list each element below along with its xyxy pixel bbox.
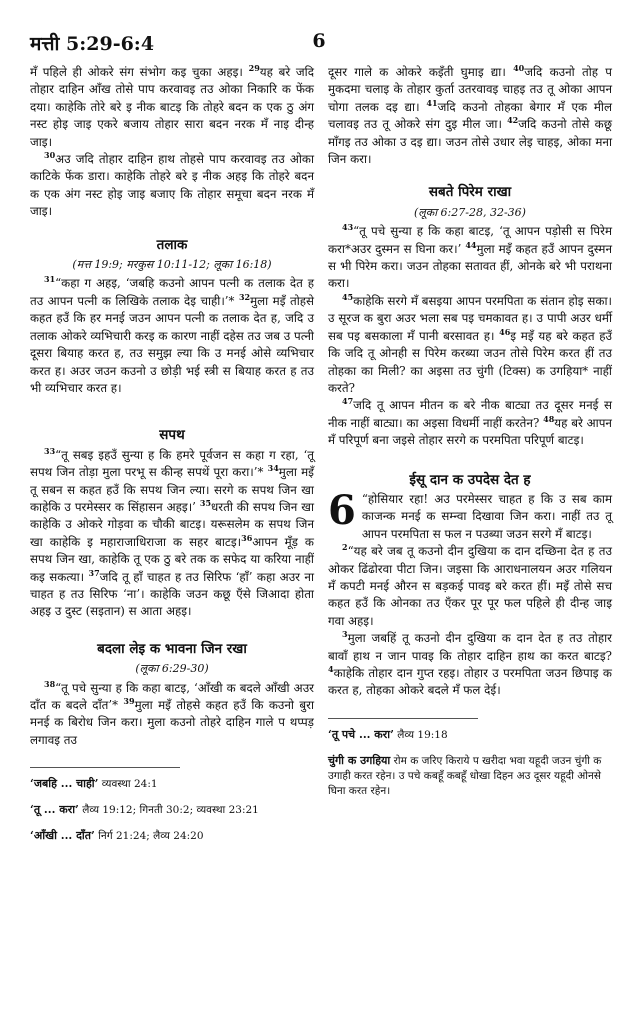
cross-reference: (मत्त 19:9; मरकुस 10:11-12; लूका 16:18) — [72, 258, 272, 272]
page-number: 6 — [312, 30, 326, 52]
footnote: ‘तू पचे ... करा’ लैव्य 19:18 — [328, 727, 448, 741]
paragraph: $^{47}$जदि तू आपन मीतन क बरे नीक बाट्या तउ दूसर मनई स नीक नाहीं बाट्या। का अइसा विधर्मी नाहीं करतेन? $^{48}$यह बरे आपन मँ परिपूर्ण बना जइसे तोहार सरगे क परमपिता परिपूर्ण बाटइ। — [328, 396, 612, 448]
paragraph: $^{45}$काहेकि सरगे मँ बसइया आपन परमपिता क संतान होइ सका। उ सूरज क बुरा अउर भला सब पइ चमकावत ह। उ पापी अउर धर्मी सब पइ बसकाला मँ पानी बरसावत ह। $^{46}$इ मइँ यह बरे कहत हउँ कि जदि तू ओनही स पिरेम करब्या जउन तोसे पिरेम करत हीं तउ तोहका का मिली? का अइसा तउ चुंगी (टिक्स) क उगहिया* नाहीं करते? — [328, 291, 612, 395]
right-column — [328, 64, 612, 809]
paragraph: $^{31}$“कहा ग अहइ, ‘जबहि कउनो आपन पत्नी क तलाक देत ह तउ आपन पत्नी क लिखिके तलाक देइ चाही।’* $^{32}$मुला मइँ तोहसे कहत हउँ कि हर मनई जउन आपन पत्नी क तलाक देत ह, जदि उ तलाक ओकरे व्यभिचारी करइ क कारण नाहीं दहेस तउ जब उ पत्नी दूसरा बियाह करत ह, तउ समुझ ल्या कि उ मनई ओसे व्यभिचार करत ह। अउर जउन कउनो उ छोड़ी भई स्त्री स बियाह करत ह तउ भी व्यभिचार करत ह। — [30, 274, 314, 395]
verse-number: 36 — [241, 532, 253, 543]
verse-number: 34 — [267, 463, 279, 474]
verse-number: 4 — [328, 664, 334, 675]
section-heading: ईसू दान क उपदेस देत ह — [409, 471, 531, 488]
verse-number: 40 — [513, 63, 525, 74]
paragraph: मँ पहिले ही ओकरे संग संभोग कइ चुका अहइ। $^{29}$यह बरे जदि तोहार दाहिन आँख तोसे पाप करवावइ तउ ओका निकारि क फेंक दया। काहेकि तोरे बरे इ नीक बाटइ कि तोहरे बदन क एक ठु अंग नस्ट होइ जाइ एकरे बजाय तोहार सारा बदन नरक मँ नाइ दीन्ह जाइ। — [30, 63, 314, 149]
cross-reference: (लूका 6:29-30) — [135, 662, 209, 676]
section-heading: बदला लेइ क भावना जिन रखा — [97, 640, 247, 657]
verse-number: 43 — [342, 222, 354, 233]
verse-number: 47 — [342, 396, 354, 407]
verse-number: 42 — [507, 115, 519, 126]
paragraph: $^{43}$“तू पचे सुन्या ह कि कहा बाटइ, ‘तू आपन पड़ोसी स पिरेम करा*अउर दुस्मन स घिना कर।’ $^{44}$मुला मइँ कहत हउँ आपन दुस्मन स भी पिरेम करा। जउन तोहका सतावत हीं, ओनके बरे भी पराथना करा। — [328, 222, 612, 291]
paragraph: 6 “होसियार रहा! अउ परमेस्सर चाहत ह कि उ सब काम काजन्क मनई क सम्न्वा दिखावा जिन करा। नाहीं तउ तू आपन परमपिता स फल न पउब्या जउन सरगे मँ बाटइ। — [328, 486, 612, 541]
verse-number: 30 — [44, 150, 56, 161]
verse-number: 32 — [238, 291, 251, 302]
verse-number: 35 — [199, 498, 212, 509]
verse-number: 38 — [44, 678, 56, 689]
verse-number: 46 — [499, 326, 511, 337]
verse-number: 37 — [88, 567, 100, 578]
chapter-reference: मत्ती 5:29-6:4 — [30, 33, 155, 55]
page-header — [30, 30, 608, 56]
paragraph: $^2$“यह बरे जब तू कउनो दीन दुखिया क दान दच्छिना देत ह तउ ओकर ढिंढोरवा पीटा जिन। जइसा कि आराधनालयन अउर गलियन मँ कपटी मनई औरन स बड़कई पावइ बरे करत हीं। मइँ तोसे सच कहत हउँ कि ओनका तउ एँकर पूर पूर फल पहिले ही दीन्ह जाइ गवा अहइ। — [328, 542, 612, 628]
verse-number: 31 — [44, 274, 56, 285]
verse-number: 45 — [342, 291, 354, 302]
footnote-divider — [30, 767, 180, 768]
paragraph: $^3$मुला जबहिं तू कउनो दीन दुखिया क दान देत ह तउ तोहार बावाँ हाथ न जान पावइ कि तोहार दाहिन हाथ का करत बाटइ? $^4$काहेकि तोहार दान गुप्त रहइ। तोहार उ परमपिता जउन छिपाइ क करत ह, तोहका ओकरे बदले मँ फल देई। — [328, 629, 612, 698]
chapter-number: 6 — [328, 486, 356, 534]
verse-number: 3 — [342, 629, 348, 640]
cross-reference: (लूका 6:27-28, 32-36) — [414, 205, 526, 219]
footnote: ‘तू ... करा’ लैव्य 19:12; गिनती 30:2; व्यवस्था 23:21 — [30, 803, 259, 817]
paragraph: $^{33}$“तू सबइ इहउँ सुन्या ह कि हमरे पूर्वजन स कहा ग रहा, ‘तू सपथ जिन तोड़ा मुला परभू स कीन्ह सपथें पूरा करा।’* $^{34}$मुला मइँ तू सबन स कहत हउँ कि सपथ जिन ल्या। सरगे क सपथ जिन खा काहेकि उ परमेस्सर क सिंहासन अहइ।’ $^{35}$धरती की सपथ जिन खा काहेकि उ ओकरे गोड़वा क चौकी बाटइ। यरूसलेम क सपथ जिन खा काहेकि इ महाराजाधिराजा क सहर बाटइ।$^{36}$आपन मूँड़ क सपथ जिन खा, काहेकि तू एक ठु बरे तक क सफेद या करिया नाहीं कइ सकत्या। $^{37}$जदि तू हाँ चाहत ह तउ सिरिफ ‘हाँ’ कहा अउर ना चाहत ह तउ सिरिफ ‘ना’। काहेकि जउन कछू एँसे जिआदा होता अहइ उ दुस्ट (सइतान) स आता अहइ। — [30, 445, 314, 619]
section-heading: तलाक — [156, 236, 188, 253]
left-column — [30, 64, 314, 854]
verse-number: 44 — [465, 239, 477, 250]
footnote: ‘जबहि ... चाही’ व्यवस्था 24:1 — [30, 777, 158, 791]
verse-number: 39 — [123, 696, 135, 707]
verse-number: 2 — [342, 542, 348, 553]
footnote: चुंगी क उगहिया रोम क जरिए किराये प खरीदा भवा यहूदी जउन चुंगी क उगाही करत रहेन। उ पचे कबहूँ कबहूँ धोखा दिहन अउ दूसर यहूदी ओनसे घिना करत रहेन। — [328, 753, 602, 797]
footnote: ‘आँखी ... दाँत’ निर्ग 21:24; लैव्य 24:20 — [30, 829, 204, 843]
footnote-divider — [328, 718, 478, 719]
section-heading: सबते पिरेम राखा — [428, 184, 512, 201]
verse-number: 41 — [426, 97, 438, 108]
paragraph: $^{30}$अउ जदि तोहार दाहिन हाथ तोहसे पाप करवावइ तउ ओका काटिके फेंक डारा। काहेकि तोहरे बरे इ नीक अहइ कि तोहरे बदन क एक अंग नस्ट होइ जाइ बजाए कि तोहार समूचा बदन नरक मँ जाइ। — [30, 150, 314, 219]
section-heading: सपथ — [159, 427, 185, 444]
verse-number: 33 — [44, 445, 56, 456]
verse-number: 48 — [543, 413, 555, 424]
paragraph: दूसर गाले क ओकरे कइँती घुमाइ द्या। $^{40}$जदि कउनो तोह प मुकदमा चलाइ के तोहार कुर्ता उतरवावइ चाहइ तउ तू ओका आपन चोगा तलक दइ द्या। $^{41}$जदि कउनो तोहका बेगार मँ एक मील चलावइ तउ तू ओकरे संग दुइ मील जा। $^{42}$जदि कउनो तोसे कछू माँगइ तउ ओका उ दइ द्या। जउन तोसे उधार लेइ चाहइ, ओका मना जिन करा। — [328, 63, 612, 167]
verse-number: 29 — [248, 63, 260, 74]
paragraph: $^{38}$“तू पचे सुन्या ह कि कहा बाटइ, ‘आँखी क बदले आँखी अउर दाँत क बदले दाँत’* $^{39}$मुला मइँ तोहसे कहत हउँ कि कउनो बुरा मनई क बिरोध जिन करा। मुला कउनो तोहरे दाहिन गाले प थप्पड़ लगावइ तउ — [30, 678, 314, 747]
